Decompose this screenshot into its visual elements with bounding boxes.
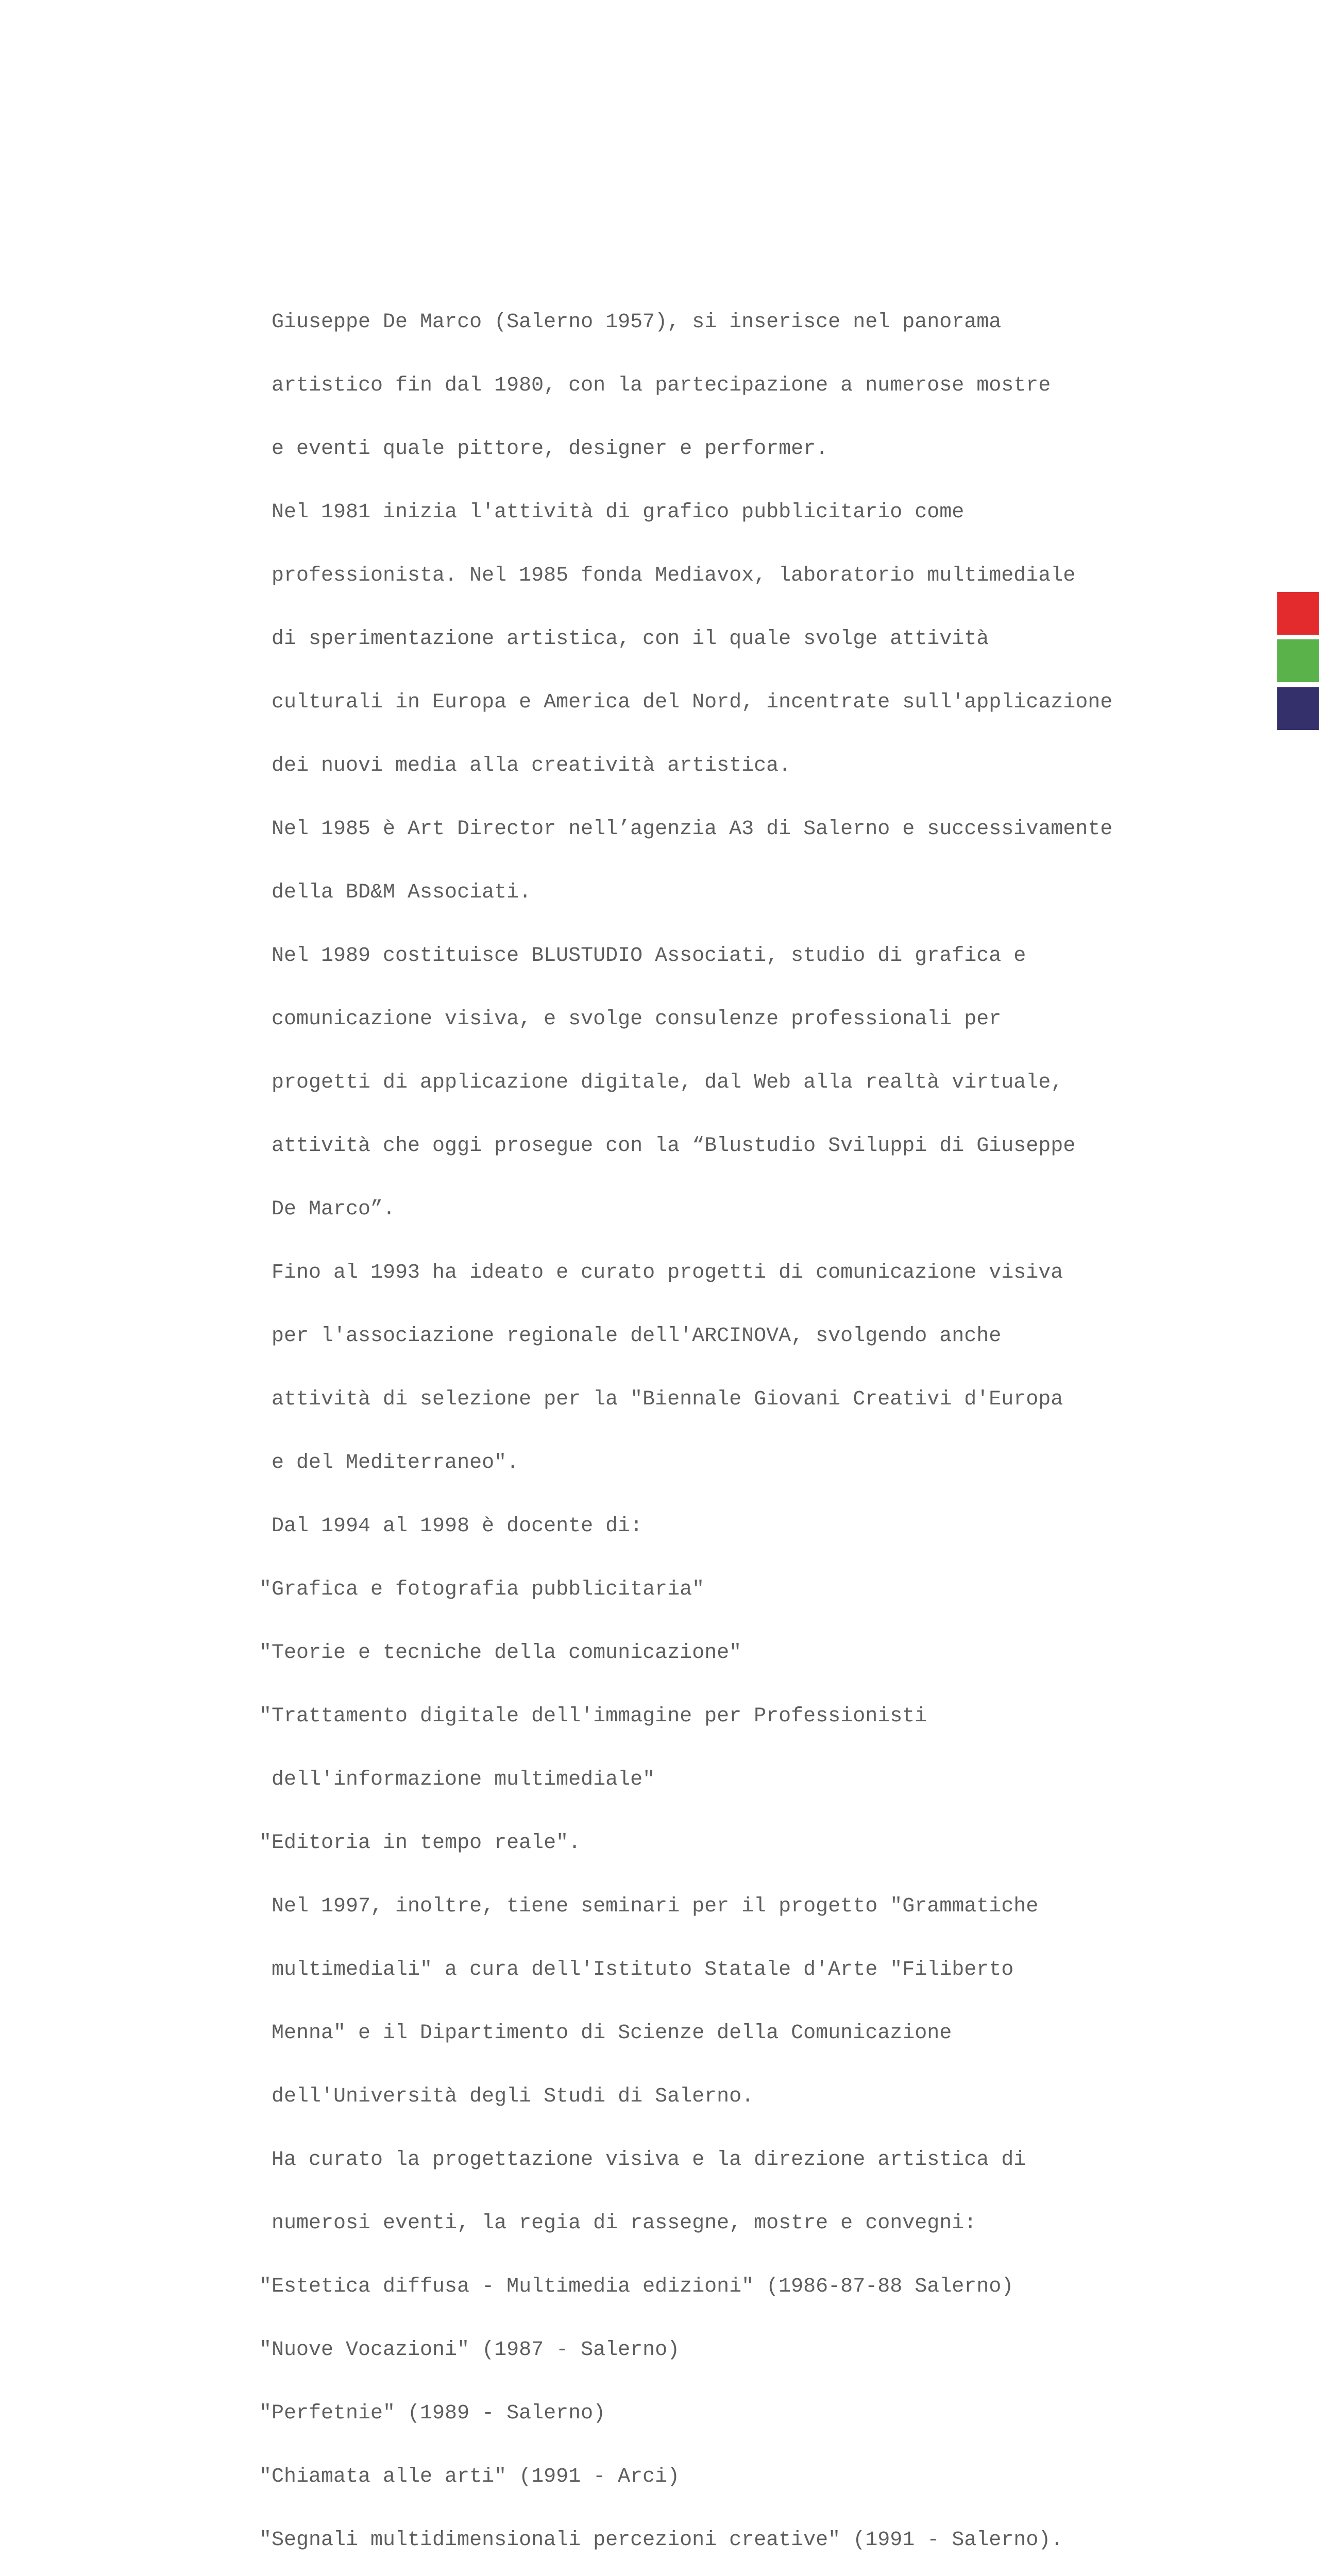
bio-line: "Segnali multidimensionali percezioni creative" (1991 - Salerno).	[259, 2529, 1063, 2552]
bio-line: "Perfetnie" (1989 - Salerno)	[259, 2402, 606, 2425]
bio-line: "Editoria in tempo reale".	[259, 1832, 581, 1855]
bio-line: De Marco”.	[259, 1198, 396, 1221]
bio-line: Nel 1997, inoltre, tiene seminari per il progetto "Grammatiche	[259, 1895, 1039, 1918]
biography-text	[259, 269, 1113, 2576]
bio-line: "Grafica e fotografia pubblicitaria"	[259, 1578, 705, 1601]
green-color-swatch	[1277, 639, 1319, 682]
bio-line: Nel 1985 è Art Director nell’agenzia A3 di Salerno e successivamente	[259, 818, 1113, 841]
bio-line: Menna" e il Dipartimento di Scienze della Comunicazione	[259, 2022, 952, 2045]
bio-line: culturali in Europa e America del Nord, incentrate sull'applicazione	[259, 691, 1113, 714]
bio-line: attività che oggi prosegue con la “Blustudio Sviluppi di Giuseppe	[259, 1134, 1076, 1158]
bio-line: Nel 1989 costituisce BLUSTUDIO Associati, studio di grafica e	[259, 944, 1026, 968]
bio-line: "Chiamata alle arti" (1991 - Arci)	[259, 2465, 680, 2488]
bio-line: Fino al 1993 ha ideato e curato progetti di comunicazione visiva	[259, 1261, 1063, 1284]
bio-line: e eventi quale pittore, designer e performer.	[259, 437, 828, 461]
bio-line: "Teorie e tecniche della comunicazione"	[259, 1641, 742, 1665]
bio-line: Nel 1981 inizia l'attività di grafico pubblicitario come	[259, 501, 965, 524]
bio-line: di sperimentazione artistica, con il quale svolge attività	[259, 628, 989, 651]
bio-line: Ha curato la progettazione visiva e la direzione artistica di	[259, 2148, 1026, 2172]
bio-line: per l'associazione regionale dell'ARCINOVA, svolgendo anche	[259, 1325, 1002, 1348]
bio-line: numerosi eventi, la regia di rassegne, mostre e convegni:	[259, 2212, 977, 2235]
red-color-swatch	[1277, 592, 1319, 635]
bio-line: Dal 1994 al 1998 è docente di:	[259, 1515, 643, 1538]
bio-line: dell'informazione multimediale"	[259, 1768, 655, 1791]
bio-line: progetti di applicazione digitale, dal Web alla realtà virtuale,	[259, 1071, 1063, 1094]
blue-color-swatch	[1277, 687, 1319, 730]
bio-line: dell'Università degli Studi di Salerno.	[259, 2085, 754, 2108]
bio-line: artistico fin dal 1980, con la partecipazione a numerose mostre	[259, 374, 1051, 397]
bio-line: Giuseppe De Marco (Salerno 1957), si inserisce nel panorama	[259, 311, 1002, 334]
bio-line: dei nuovi media alla creatività artistica.	[259, 754, 791, 777]
bio-line: "Nuove Vocazioni" (1987 - Salerno)	[259, 2338, 680, 2362]
bio-line: multimediali" a cura dell'Istituto Statale d'Arte "Filiberto	[259, 1958, 1014, 1981]
bio-line: attività di selezione per la "Biennale Giovani Creativi d'Europa	[259, 1388, 1063, 1411]
bio-line: "Estetica diffusa - Multimedia edizioni" (1986-87-88 Salerno)	[259, 2275, 1014, 2298]
bio-line: "Trattamento digitale dell'immagine per Professionisti	[259, 1705, 927, 1728]
bio-line: professionista. Nel 1985 fonda Mediavox, laboratorio multimediale	[259, 564, 1076, 587]
bio-line: e del Mediterraneo".	[259, 1451, 519, 1475]
bio-line: della BD&M Associati.	[259, 881, 532, 904]
bio-line: comunicazione visiva, e svolge consulenze professionali per	[259, 1008, 1002, 1031]
